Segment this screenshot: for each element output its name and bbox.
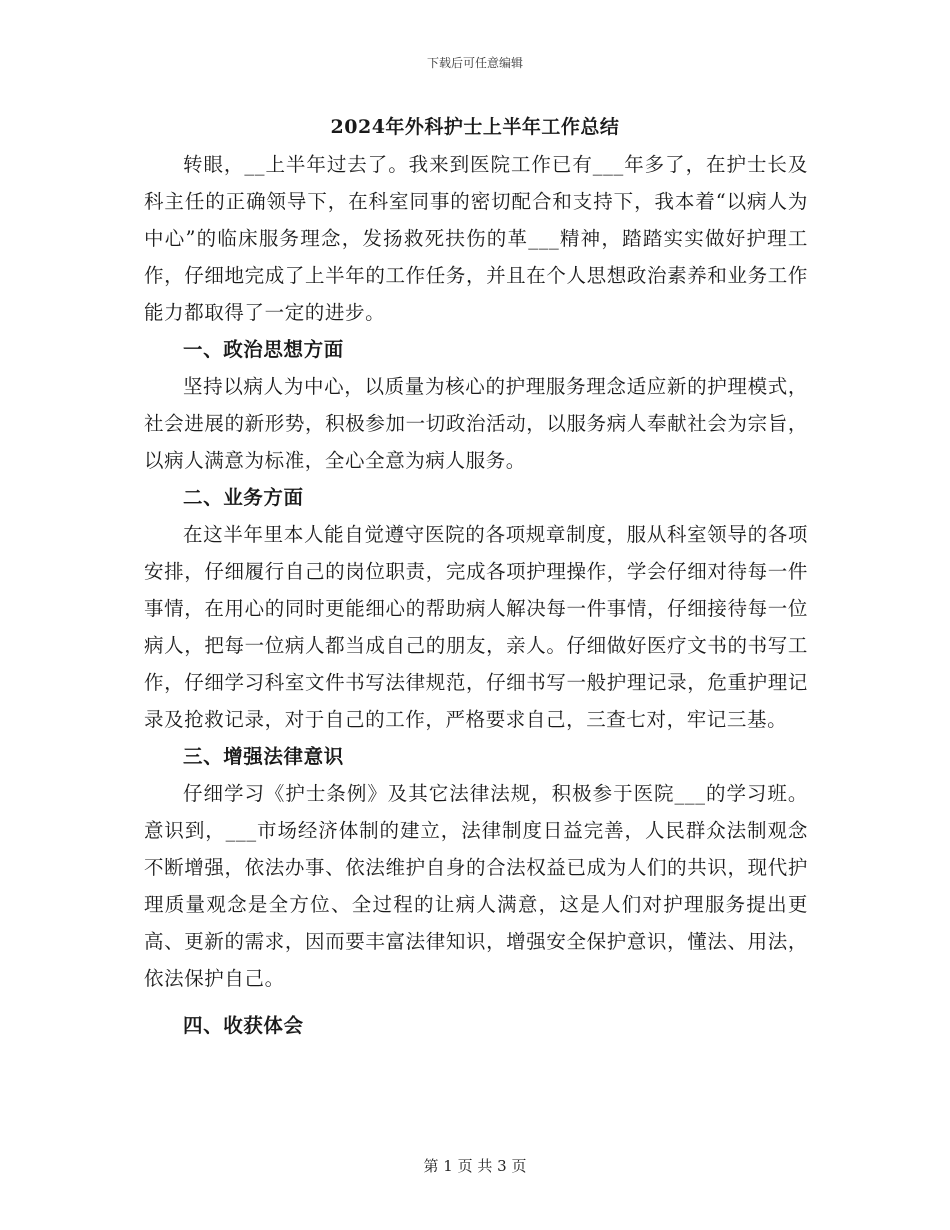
intro-paragraph: 转眼，__上半年过去了。我来到医院工作已有___年多了，在护士长及科主任的正确领导下，在科室同事的密切配合和支持下，我本着“以病人为中心”的临床服务理念，发扬救死扶伤的革___精神，踏踏实实做好护理工作，仔细地完成了上半年的工作任务，并且在个人思想政治素养和业务工作能力都取得了一定的进步。 bbox=[144, 153, 808, 324]
section-heading-business: 二、业务方面 bbox=[183, 486, 304, 509]
section-body-law: 仔细学习《护士条例》及其它法律法规，积极参于医院___的学习班。意识到，___市场经济体制的建立，法律制度日益完善，人民群众法制观念不断增强，依法办事、依法维护自身的合法权益已成为人们的共识，现代护理质量观念是全方位、全过程的让病人满意，这是人们对护理服务提出更高、更新的需求，因而要丰富法律知识，增强安全保护意识，懂法、用法，依法保护自己。 bbox=[144, 782, 808, 990]
section-heading-law: 三、增强法律意识 bbox=[183, 745, 344, 768]
section-body-business: 在这半年里本人能自觉遵守医院的各项规章制度，服从科室领导的各项安排，仔细履行自己的岗位职责，完成各项护理操作，学会仔细对待每一件事情，在用心的同时更能细心的帮助病人解决每一件事情，仔细接待每一位病人，把每一位病人都当成自己的朋友，亲人。仔细做好医疗文书的书写工作，仔细学习科室文件书写法律规范，仔细书写一般护理记录，危重护理记录及抢救记录，对于自己的工作，严格要求自己，三查七对，牢记三基。 bbox=[144, 523, 808, 731]
header-note: 下载后可任意编辑 bbox=[426, 56, 523, 70]
section-heading-gains: 四、收获体会 bbox=[183, 1014, 304, 1037]
document-title: 2024年外科护士上半年工作总结 bbox=[330, 116, 620, 138]
section-heading-politics: 一、政治思想方面 bbox=[183, 338, 344, 361]
page-footer: 第 1 页 共 3 页 bbox=[423, 1157, 527, 1175]
section-body-politics: 坚持以病人为中心，以质量为核心的护理服务理念适应新的护理模式，社会进展的新形势，积极参加一切政治活动，以服务病人奉献社会为宗旨，以病人满意为标准，全心全意为病人服务。 bbox=[144, 375, 808, 472]
document-body bbox=[144, 146, 808, 1044]
